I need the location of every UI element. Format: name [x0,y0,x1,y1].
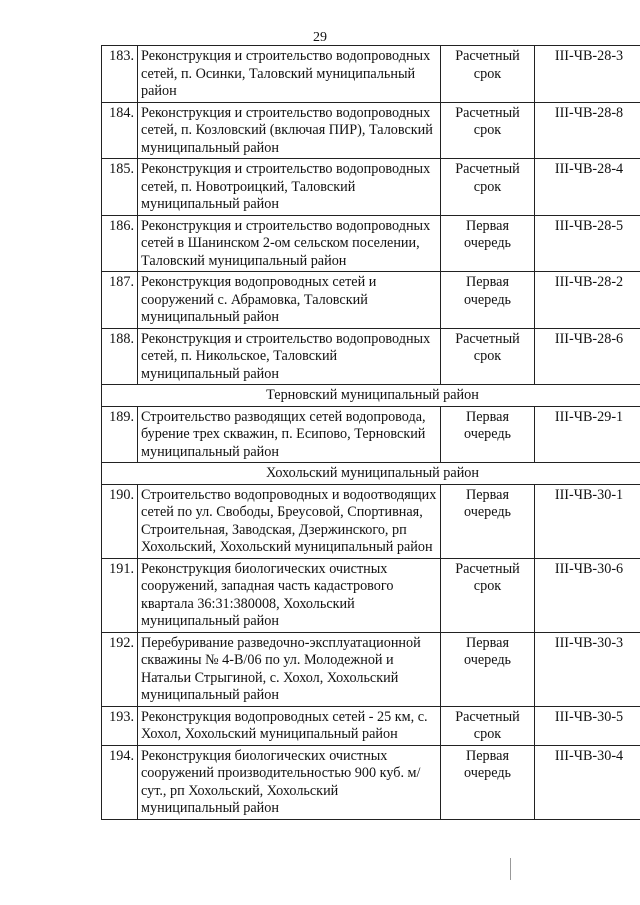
section-header: Хохольский муниципальный район [102,463,640,485]
measure-code: III-ЧВ-30-5 [535,706,640,745]
implementation-stage: Расчетный срок [441,159,535,216]
implementation-stage: Первая очередь [441,215,535,272]
table-row [102,159,640,216]
row-number: 192. [102,632,138,706]
measure-description: Строительство водопроводных и водоотводящих сетей по ул. Свободы, Бреусовой, Спортивная, Строительная, Заводская, Дзержинского, рп Хохольский, Хохольский муниципальный район [138,484,441,558]
measures-table-body [102,46,640,820]
table-row [102,745,640,819]
table-row [102,328,640,385]
implementation-stage: Расчетный срок [441,706,535,745]
measure-code: III-ЧВ-28-5 [535,215,640,272]
implementation-stage: Расчетный срок [441,328,535,385]
measure-description: Реконструкция и строительство водопроводных сетей в Шанинском 2-ом сельском поселении, Таловский муниципальный район [138,215,441,272]
measure-code: III-ЧВ-30-4 [535,745,640,819]
measure-description: Реконструкция водопроводных сетей - 25 км, с. Хохол, Хохольский муниципальный район [138,706,441,745]
measure-description: Перебуривание разведочно-эксплуатационной скважины № 4-В/06 по ул. Молодежной и Натальи Стрыгиной, с. Хохол, Хохольский муниципальный район [138,632,441,706]
table-row [102,558,640,632]
measure-code: III-ЧВ-30-6 [535,558,640,632]
measure-code: III-ЧВ-28-8 [535,102,640,159]
measure-code: III-ЧВ-28-6 [535,328,640,385]
table-row [102,102,640,159]
row-number: 194. [102,745,138,819]
table-row [102,484,640,558]
row-number: 185. [102,159,138,216]
measure-code: III-ЧВ-30-1 [535,484,640,558]
measure-description: Реконструкция и строительство водопроводных сетей, п. Никольское, Таловский муниципальный район [138,328,441,385]
row-number: 187. [102,272,138,329]
measure-description: Реконструкция биологических очистных сооружений, западная часть кадастрового квартала 36:31:380008, Хохольский муниципальный район [138,558,441,632]
table-row [102,406,640,463]
measure-code: III-ЧВ-28-3 [535,46,640,103]
row-number: 186. [102,215,138,272]
implementation-stage: Первая очередь [441,632,535,706]
implementation-stage: Расчетный срок [441,102,535,159]
table-row [102,272,640,329]
measure-description: Реконструкция водопроводных сетей и сооружений с. Абрамовка, Таловский муниципальный район [138,272,441,329]
measure-description: Реконструкция и строительство водопроводных сетей, п. Осинки, Таловский муниципальный район [138,46,441,103]
row-number: 190. [102,484,138,558]
table-row [102,215,640,272]
table-row [102,46,640,103]
implementation-stage: Первая очередь [441,272,535,329]
row-number: 184. [102,102,138,159]
section-header: Терновский муниципальный район [102,385,640,407]
page-number: 29 [313,30,327,45]
measure-code: III-ЧВ-28-2 [535,272,640,329]
measure-description: Строительство разводящих сетей водопровода, бурение трех скважин, п. Есипово, Терновский муниципальный район [138,406,441,463]
row-number: 191. [102,558,138,632]
table-row [102,706,640,745]
table-row [102,632,640,706]
row-number: 188. [102,328,138,385]
implementation-stage: Расчетный срок [441,558,535,632]
measure-description: Реконструкция и строительство водопроводных сетей, п. Козловский (включая ПИР), Таловский муниципальный район [138,102,441,159]
implementation-stage: Первая очередь [441,745,535,819]
row-number: 183. [102,46,138,103]
measure-description: Реконструкция и строительство водопроводных сетей, п. Новотроицкий, Таловский муниципальный район [138,159,441,216]
measure-code: III-ЧВ-28-4 [535,159,640,216]
section-header-row [102,385,640,407]
implementation-stage: Расчетный срок [441,46,535,103]
implementation-stage: Первая очередь [441,484,535,558]
measures-table [101,45,640,820]
row-number: 189. [102,406,138,463]
measure-code: III-ЧВ-30-3 [535,632,640,706]
row-number: 193. [102,706,138,745]
scan-artifact-line [510,858,511,880]
measure-description: Реконструкция биологических очистных сооружений производительностью 900 куб. м/сут., рп Хохольский, Хохольский муниципальный район [138,745,441,819]
implementation-stage: Первая очередь [441,406,535,463]
measure-code: III-ЧВ-29-1 [535,406,640,463]
section-header-row [102,463,640,485]
